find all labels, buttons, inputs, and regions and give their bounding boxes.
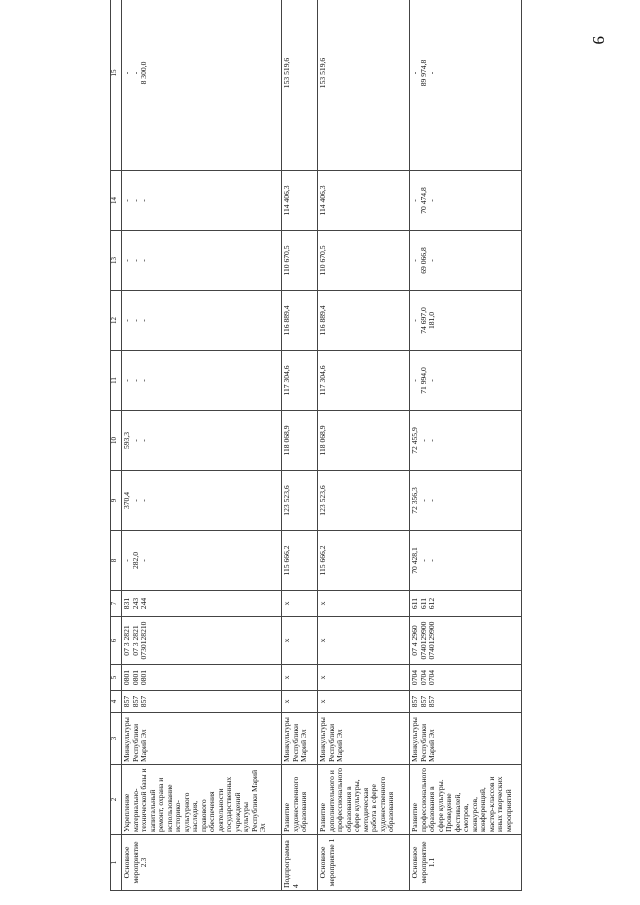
cell-value: 857 (427, 695, 436, 708)
cell-value: 71 994,0 (418, 367, 428, 394)
budget-table-rotated (110, 16, 530, 891)
cell-value: - (130, 259, 140, 262)
cell-amount: 118 068,9 (282, 411, 318, 471)
cell-amount: 117 304,6 (318, 351, 410, 411)
cell-value: 0801 (130, 669, 140, 686)
col-header-15: 15 (111, 0, 122, 171)
cell-value: - (139, 259, 148, 262)
table-row (410, 0, 522, 891)
cell-value: - (130, 199, 140, 202)
cell-amount (122, 171, 282, 231)
cell-amount: 110 670,5 (318, 231, 410, 291)
col-header-5: 5 (111, 665, 122, 691)
cell-grbs (410, 691, 522, 713)
cell-value: 89 974,8 (418, 59, 428, 87)
cell-value: 70 428,1 (410, 547, 419, 574)
cell-value: 0704 (418, 669, 428, 686)
cell-value: - (427, 559, 436, 562)
cell-value: - (410, 71, 419, 75)
cell-value: 857 (410, 695, 419, 708)
cell-grbs: х (318, 691, 410, 713)
col-header-7: 7 (111, 591, 122, 617)
cell-amount (410, 471, 522, 531)
cell-value: - (139, 319, 148, 322)
cell-value: 0704 (410, 669, 419, 686)
cell-value: - (130, 379, 140, 382)
col-header-10: 10 (111, 411, 122, 471)
cell-value: 831 (122, 597, 131, 610)
table-row (282, 0, 318, 891)
cell-value: 611 (418, 597, 428, 610)
cell-value: - (139, 199, 148, 202)
cell-vr: х (282, 591, 318, 617)
cell-value: - (410, 199, 419, 202)
cell-value: - (122, 71, 131, 75)
cell-value: 72 455,9 (410, 427, 419, 454)
cell-value: 244 (139, 597, 148, 610)
row-description: Развитие профессионального образования в сфере культуры. Проведение фестивалей, смотров, конкурсов, конференций, мастер-классов и иных творческих мероприятий (410, 765, 522, 835)
cell-value: 282,0 (130, 551, 140, 570)
cell-value: 07 3 2821 (122, 625, 131, 656)
column-number-row (111, 0, 122, 891)
cell-value: - (427, 499, 436, 502)
row-executor: Минкультуры Республики Марий Эл (122, 713, 282, 765)
cell-csr: х (318, 617, 410, 665)
cell-value: 0730128210 (139, 621, 148, 660)
cell-amount (122, 0, 282, 171)
cell-amount (122, 411, 282, 471)
cell-value: - (410, 259, 419, 262)
cell-amount (122, 531, 282, 591)
row-title: Основное мероприятие 1 (318, 835, 410, 891)
cell-value: 69 066,8 (418, 247, 428, 274)
cell-amount (410, 231, 522, 291)
cell-vr: х (318, 591, 410, 617)
col-header-11: 11 (111, 351, 122, 411)
cell-value: 0801 (122, 669, 131, 686)
cell-value: - (427, 439, 436, 442)
cell-value: - (139, 439, 148, 442)
row-executor: Минкультуры Республики Марий Эл (282, 713, 318, 765)
cell-value: - (122, 199, 131, 202)
cell-grbs: х (282, 691, 318, 713)
cell-amount (410, 411, 522, 471)
cell-amount: 123 523,6 (282, 471, 318, 531)
row-executor: Минкультуры Республики Марий Эл (410, 713, 522, 765)
cell-value: 74 697,0 (418, 307, 428, 334)
cell-rzpr: х (318, 665, 410, 691)
cell-value: 612 (427, 597, 436, 610)
cell-amount: 123 523,6 (318, 471, 410, 531)
cell-amount (122, 231, 282, 291)
cell-amount (410, 291, 522, 351)
cell-value: 8 300,0 (139, 61, 148, 85)
col-header-1: 1 (111, 835, 122, 891)
col-header-4: 4 (111, 691, 122, 713)
cell-amount: 153 519,6 (282, 0, 318, 171)
cell-value: 243 (130, 597, 140, 610)
cell-amount: 114 406,3 (318, 171, 410, 231)
cell-value: - (122, 559, 131, 562)
cell-value: 857 (130, 695, 140, 708)
col-header-12: 12 (111, 291, 122, 351)
cell-value: 07 3 2821 (130, 625, 140, 656)
cell-value: - (418, 559, 428, 562)
row-description: Развитие художественного образования (282, 765, 318, 835)
cell-value: 611 (410, 597, 419, 610)
cell-amount (410, 0, 522, 171)
cell-value: - (427, 259, 436, 262)
row-description: Развитие дополнительного и профессионального образования в сфере культуры, методическая работа в сфере художественного образования (318, 765, 410, 835)
row-title: Подпрограмма 4 (282, 835, 318, 891)
cell-amount (410, 351, 522, 411)
budget-table (110, 0, 522, 891)
cell-amount: 117 304,6 (282, 351, 318, 411)
cell-value: 0704 (427, 669, 436, 686)
cell-value: - (130, 319, 140, 322)
cell-amount: 114 406,3 (282, 171, 318, 231)
cell-value: - (139, 499, 148, 502)
cell-value: - (410, 379, 419, 382)
cell-value: - (130, 71, 140, 75)
col-header-8: 8 (111, 531, 122, 591)
cell-amount: 116 889,4 (318, 291, 410, 351)
cell-amount: 115 666,2 (318, 531, 410, 591)
cell-value: 72 356,3 (410, 487, 419, 514)
cell-rzpr: х (282, 665, 318, 691)
cell-vr (410, 591, 522, 617)
cell-value: - (139, 559, 148, 562)
cell-csr (410, 617, 522, 665)
cell-value: - (427, 379, 436, 382)
cell-value: - (410, 319, 419, 322)
cell-amount: 116 889,4 (282, 291, 318, 351)
cell-amount: 110 670,5 (282, 231, 318, 291)
cell-value: - (122, 319, 131, 322)
cell-value: - (122, 259, 131, 262)
cell-value: 0740129900 (418, 621, 428, 660)
cell-value: - (122, 379, 131, 382)
cell-value: - (427, 199, 436, 202)
cell-value: 0740129900 (427, 621, 436, 660)
row-executor: Минкультуры Республики Марий Эл (318, 713, 410, 765)
cell-value: 857 (139, 695, 148, 708)
cell-rzpr (122, 665, 282, 691)
cell-value: 70 474,8 (418, 187, 428, 214)
cell-amount (122, 291, 282, 351)
row-title: Основное мероприятие 2.3 (122, 835, 282, 891)
cell-amount: 118 068,9 (318, 411, 410, 471)
cell-value: - (130, 499, 140, 502)
cell-value: - (130, 439, 140, 442)
col-header-2: 2 (111, 765, 122, 835)
table-row (318, 0, 410, 891)
table-row (122, 0, 282, 891)
cell-amount: 153 519,6 (318, 0, 410, 171)
cell-amount (122, 471, 282, 531)
page-number: 9 (589, 36, 608, 45)
cell-value: 0801 (139, 669, 148, 686)
cell-csr (122, 617, 282, 665)
row-description: Укрепление материально-технической базы и капитальный ремонт, охрана и использование историко-культурного наследия, правового обеспечения деятельности государственных учреждений культуры Республики Марий Эл (122, 765, 282, 835)
cell-csr: х (282, 617, 318, 665)
col-header-3: 3 (111, 713, 122, 765)
cell-amount (410, 531, 522, 591)
cell-vr (122, 591, 282, 617)
cell-value: 07 4 2960 (410, 625, 419, 656)
cell-amount (410, 171, 522, 231)
cell-value: - (139, 379, 148, 382)
cell-value: - (418, 499, 428, 502)
col-header-9: 9 (111, 471, 122, 531)
cell-rzpr (410, 665, 522, 691)
cell-amount: 115 666,2 (282, 531, 318, 591)
cell-value: 857 (122, 695, 131, 708)
cell-value: - (418, 439, 428, 442)
cell-value: 593,3 (122, 431, 131, 450)
row-title: Основное мероприятие 1.1 (410, 835, 522, 891)
col-header-13: 13 (111, 231, 122, 291)
cell-value: - (427, 71, 436, 75)
cell-value: 857 (418, 695, 428, 708)
col-header-6: 6 (111, 617, 122, 665)
col-header-14: 14 (111, 171, 122, 231)
cell-amount (122, 351, 282, 411)
cell-value: 370,4 (122, 491, 131, 510)
cell-value: 181,0 (427, 311, 436, 330)
cell-grbs (122, 691, 282, 713)
